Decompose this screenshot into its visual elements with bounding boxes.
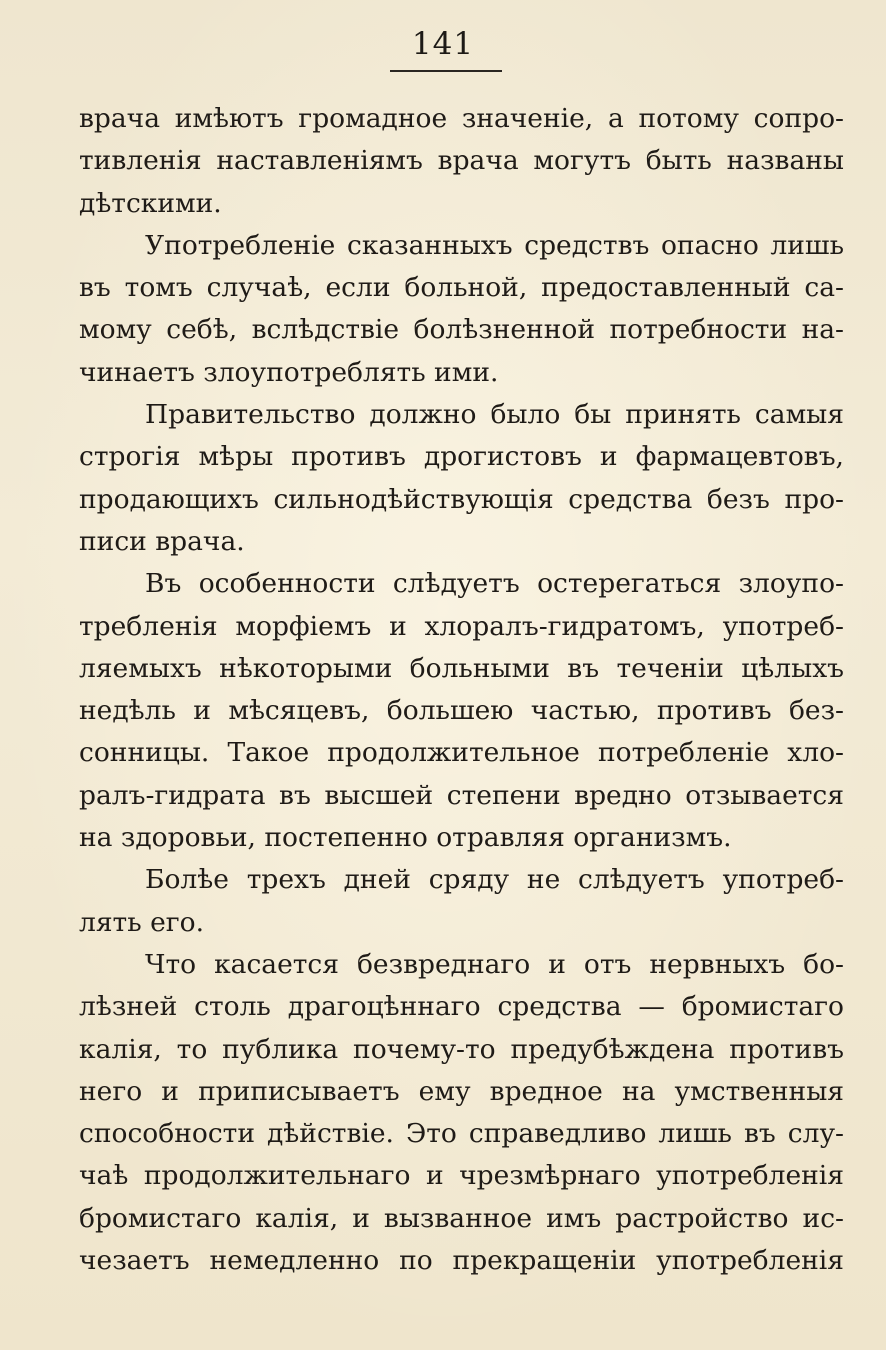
header-rule [390,70,502,72]
text-line-24: него и приписываетъ ему вредное на умственныя [79,1075,844,1107]
text-line-19: Болѣе трехъ дней сряду не слѣдуетъ употреб- [145,864,844,896]
text-line-6: мому себѣ, вслѣдствiе болѣзненной потребности на- [79,314,844,346]
text-line-7: чинаетъ злоупотреблять ими. [79,356,499,388]
text-line-25: способности дѣйствiе. Это справедливо лишь въ слу- [79,1118,844,1150]
text-line-22: лѣзней столь драгоцѣннаго средства — бромистаго [79,991,844,1023]
text-line-2: тивленiя наставленiямъ врача могутъ быть названы [79,145,844,177]
text-line-15: недѣль и мѣсяцевъ, большею частью, противъ без- [79,695,844,727]
text-line-13: требленiя морфiемъ и хлоралъ-гидратомъ, употреб- [79,610,844,642]
text-line-9: строгiя мѣры противъ дрогистовъ и фармацевтовъ, [79,441,844,473]
body-text [79,98,844,1282]
text-line-14: ляемыхъ нѣкоторыми больными въ теченiи цѣлыхъ [79,652,844,684]
text-line-27: бромистаго калiя, и вызванное имъ растройство ис- [79,1202,844,1234]
text-line-18: на здоровьи, постепенно отравляя организмъ. [79,822,732,854]
text-line-20: лять его. [79,906,205,938]
text-line-8: Правительство должно было бы принять самыя [145,399,844,431]
text-line-1: врача имѣютъ громадное значенiе, а потому сопро- [79,103,844,134]
text-line-10: продающихъ сильнодѣйствующiя средства безъ про- [79,483,844,515]
page-number: 141 [411,26,475,62]
text-line-23: калiя, то публика почему-то предубѣждена противъ [79,1033,844,1065]
text-line-4: Употребленiе сказанныхъ средствъ опасно лишь [145,229,844,261]
text-line-12: Въ особенности слѣдуетъ остерегаться злоупо- [145,568,844,600]
text-line-16: сонницы. Такое продолжительное потребленiе хло- [79,737,844,769]
text-line-5: въ томъ случаѣ, если больной, предоставленный са- [79,272,844,304]
text-line-26: чаѣ продолжительнаго и чрезмѣрнаго употребленiя [79,1160,844,1192]
text-line-28: чезаетъ немедленно по прекращенiи употребленiя [79,1245,844,1277]
text-line-21: Что касается безвреднаго и отъ нервныхъ бо- [145,948,844,980]
text-line-11: писи врача. [79,525,245,557]
text-line-3: дѣтскими. [79,187,222,219]
text-line-17: ралъ-гидрата въ высшей степени вредно отзывается [79,779,844,811]
